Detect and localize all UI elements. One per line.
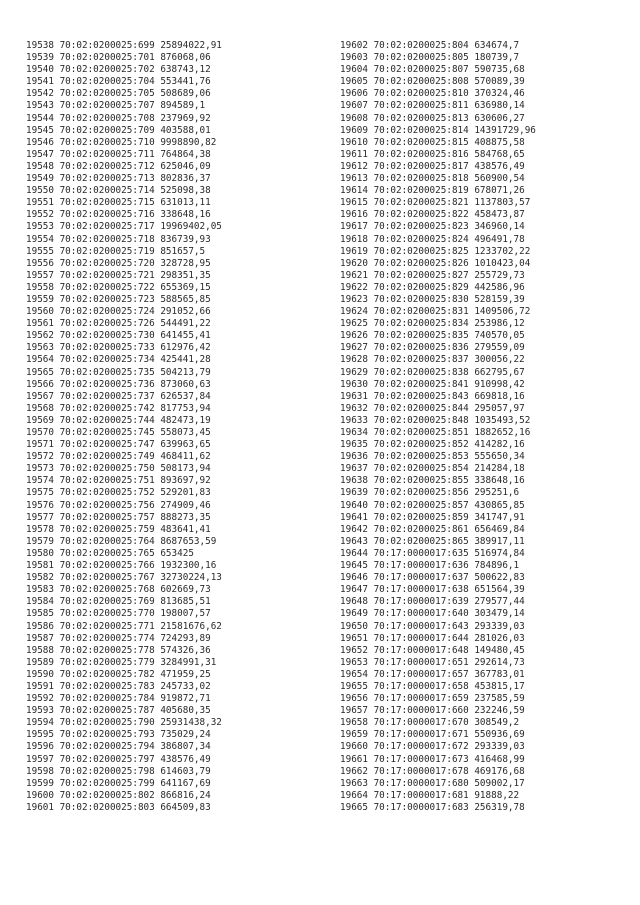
record-row: 19551 70:02:0200025:715 631013,11 <box>26 197 211 209</box>
record-row: 19645 70:17:0000017:636 784896,1 <box>340 560 520 572</box>
record-row: 19539 70:02:0200025:701 876068,06 <box>26 52 211 64</box>
record-row: 19650 70:17:0000017:643 293339,03 <box>340 620 525 632</box>
record-row: 19648 70:17:0000017:639 279577,44 <box>340 596 525 608</box>
record-row: 19636 70:02:0200025:853 555650,34 <box>340 451 525 463</box>
record-row: 19639 70:02:0200025:856 295251,6 <box>340 487 520 499</box>
record-row: 19598 70:02:0200025:798 614603,79 <box>26 765 211 777</box>
record-row: 19573 70:02:0200025:750 508173,94 <box>26 463 211 475</box>
record-row: 19613 70:02:0200025:818 560900,54 <box>340 173 525 185</box>
record-row: 19572 70:02:0200025:749 468411,62 <box>26 451 211 463</box>
record-row: 19622 70:02:0200025:829 442586,96 <box>340 281 525 293</box>
record-row: 19640 70:02:0200025:857 430865,85 <box>340 499 525 511</box>
record-row: 19569 70:02:0200025:744 482473,19 <box>26 414 211 426</box>
record-row: 19583 70:02:0200025:768 602669,73 <box>26 584 211 596</box>
record-row: 19630 70:02:0200025:841 910998,42 <box>340 378 525 390</box>
record-row: 19595 70:02:0200025:793 735029,24 <box>26 729 211 741</box>
record-row: 19542 70:02:0200025:705 508689,06 <box>26 88 211 100</box>
record-row: 19658 70:17:0000017:670 308549,2 <box>340 717 520 729</box>
record-row: 19604 70:02:0200025:807 590735,68 <box>340 64 525 76</box>
record-row: 19663 70:17:0000017:680 509002,17 <box>340 777 525 789</box>
record-row: 19567 70:02:0200025:737 626537,84 <box>26 390 211 402</box>
record-row: 19605 70:02:0200025:808 570089,39 <box>340 76 525 88</box>
record-row: 19620 70:02:0200025:826 1010423,04 <box>340 257 531 269</box>
record-row: 19556 70:02:0200025:720 328728,95 <box>26 257 211 269</box>
record-row: 19552 70:02:0200025:716 338648,16 <box>26 209 211 221</box>
record-row: 19662 70:17:0000017:678 469176,68 <box>340 765 525 777</box>
record-row: 19614 70:02:0200025:819 678071,26 <box>340 185 525 197</box>
record-row: 19549 70:02:0200025:713 802836,37 <box>26 173 211 185</box>
record-row: 19576 70:02:0200025:756 274909,46 <box>26 499 211 511</box>
record-row: 19563 70:02:0200025:733 612976,42 <box>26 342 211 354</box>
record-row: 19538 70:02:0200025:699 25894022,91 <box>26 40 222 51</box>
record-row: 19647 70:17:0000017:638 651564,39 <box>340 584 525 596</box>
record-row: 19553 70:02:0200025:717 19969402,05 <box>26 221 222 233</box>
record-row: 19566 70:02:0200025:736 873060,63 <box>26 378 211 390</box>
record-row: 19616 70:02:0200025:822 458473,87 <box>340 209 525 221</box>
record-row: 19568 70:02:0200025:742 817753,94 <box>26 402 211 414</box>
record-row: 19543 70:02:0200025:707 894589,1 <box>26 100 206 112</box>
record-row: 19623 70:02:0200025:830 528159,39 <box>340 293 525 305</box>
record-row: 19579 70:02:0200025:764 8687653,59 <box>26 535 217 547</box>
record-row: 19621 70:02:0200025:827 255729,73 <box>340 269 525 281</box>
record-row: 19587 70:02:0200025:774 724293,89 <box>26 632 211 644</box>
record-row: 19594 70:02:0200025:790 25931438,32 <box>26 717 222 729</box>
record-row: 19546 70:02:0200025:710 9998890,82 <box>26 136 217 148</box>
record-row: 19586 70:02:0200025:771 21581676,62 <box>26 620 222 632</box>
record-row: 19561 70:02:0200025:726 544491,22 <box>26 318 211 330</box>
record-row: 19649 70:17:0000017:640 303479,14 <box>340 608 525 620</box>
record-row: 19627 70:02:0200025:836 279559,09 <box>340 342 525 354</box>
record-row: 19638 70:02:0200025:855 338648,16 <box>340 475 525 487</box>
record-row: 19631 70:02:0200025:843 669818,16 <box>340 390 525 402</box>
record-row: 19660 70:17:0000017:672 293339,03 <box>340 741 525 753</box>
record-row: 19656 70:17:0000017:659 237585,59 <box>340 693 525 705</box>
record-row: 19629 70:02:0200025:838 662795,67 <box>340 366 525 378</box>
record-row: 19602 70:02:0200025:804 634674,7 <box>340 40 520 51</box>
record-row: 19547 70:02:0200025:711 764864,38 <box>26 148 211 160</box>
record-row: 19628 70:02:0200025:837 300056,22 <box>340 354 525 366</box>
record-row: 19588 70:02:0200025:778 574326,36 <box>26 644 211 656</box>
record-row: 19544 70:02:0200025:708 237969,92 <box>26 112 211 124</box>
record-column-right <box>340 40 536 814</box>
record-row: 19581 70:02:0200025:766 1932300,16 <box>26 560 217 572</box>
record-row: 19652 70:17:0000017:648 149480,45 <box>340 644 525 656</box>
record-row: 19600 70:02:0200025:802 866816,24 <box>26 789 211 801</box>
record-row: 19560 70:02:0200025:724 291052,66 <box>26 306 211 318</box>
record-row: 19659 70:17:0000017:671 550936,69 <box>340 729 525 741</box>
record-row: 19593 70:02:0200025:787 405680,35 <box>26 705 211 717</box>
record-row: 19585 70:02:0200025:770 198007,57 <box>26 608 211 620</box>
record-row: 19609 70:02:0200025:814 14391729,96 <box>340 124 536 136</box>
record-row: 19617 70:02:0200025:823 346960,14 <box>340 221 525 233</box>
record-row: 19550 70:02:0200025:714 525098,38 <box>26 185 211 197</box>
record-row: 19610 70:02:0200025:815 408875,58 <box>340 136 525 148</box>
record-row: 19651 70:17:0000017:644 281026,03 <box>340 632 525 644</box>
record-row: 19548 70:02:0200025:712 625046,09 <box>26 160 211 172</box>
record-row: 19565 70:02:0200025:735 504213,79 <box>26 366 211 378</box>
record-row: 19599 70:02:0200025:799 641167,69 <box>26 777 211 789</box>
record-row: 19641 70:02:0200025:859 341747,91 <box>340 511 525 523</box>
record-row: 19608 70:02:0200025:813 630606,27 <box>340 112 525 124</box>
record-row: 19582 70:02:0200025:767 32730224,13 <box>26 572 222 584</box>
record-row: 19615 70:02:0200025:821 1137803,57 <box>340 197 531 209</box>
record-row: 19633 70:02:0200025:848 1035493,52 <box>340 414 531 426</box>
record-row: 19618 70:02:0200025:824 496491,78 <box>340 233 525 245</box>
record-row: 19559 70:02:0200025:723 588565,85 <box>26 293 211 305</box>
record-row: 19655 70:17:0000017:658 453815,17 <box>340 680 525 692</box>
record-row: 19596 70:02:0200025:794 386807,34 <box>26 741 211 753</box>
record-row: 19632 70:02:0200025:844 295057,97 <box>340 402 525 414</box>
record-row: 19580 70:02:0200025:765 653425 <box>26 547 194 559</box>
record-row: 19545 70:02:0200025:709 403588,01 <box>26 124 211 136</box>
record-row: 19584 70:02:0200025:769 813685,51 <box>26 596 211 608</box>
record-row: 19541 70:02:0200025:704 553441,76 <box>26 76 211 88</box>
record-row: 19665 70:17:0000017:683 256319,78 <box>340 801 525 813</box>
record-row: 19626 70:02:0200025:835 740570,05 <box>340 330 525 342</box>
record-row: 19590 70:02:0200025:782 471959,25 <box>26 668 211 680</box>
record-row: 19558 70:02:0200025:722 655369,15 <box>26 281 211 293</box>
record-row: 19657 70:17:0000017:660 232246,59 <box>340 705 525 717</box>
record-row: 19557 70:02:0200025:721 298351,35 <box>26 269 211 281</box>
record-row: 19607 70:02:0200025:811 636980,14 <box>340 100 525 112</box>
record-row: 19634 70:02:0200025:851 1882652,16 <box>340 427 531 438</box>
record-row: 19577 70:02:0200025:757 888273,35 <box>26 511 211 523</box>
record-row: 19571 70:02:0200025:747 639963,65 <box>26 439 211 451</box>
record-row: 19570 70:02:0200025:745 558073,45 <box>26 427 211 438</box>
record-row: 19603 70:02:0200025:805 180739,7 <box>340 52 520 64</box>
record-row: 19589 70:02:0200025:779 3284991,31 <box>26 656 217 668</box>
record-row: 19637 70:02:0200025:854 214284,18 <box>340 463 525 475</box>
record-row: 19619 70:02:0200025:825 1233702,22 <box>340 245 531 257</box>
record-row: 19606 70:02:0200025:810 370324,46 <box>340 88 525 100</box>
record-row: 19654 70:17:0000017:657 367783,01 <box>340 668 525 680</box>
record-row: 19644 70:17:0000017:635 516974,84 <box>340 547 525 559</box>
record-row: 19564 70:02:0200025:734 425441,28 <box>26 354 211 366</box>
record-row: 19625 70:02:0200025:834 253986,12 <box>340 318 525 330</box>
record-row: 19601 70:02:0200025:803 664509,83 <box>26 801 211 813</box>
record-row: 19612 70:02:0200025:817 438576,49 <box>340 160 525 172</box>
record-row: 19646 70:17:0000017:637 500622,83 <box>340 572 525 584</box>
record-row: 19664 70:17:0000017:681 91888,22 <box>340 789 520 801</box>
record-row: 19642 70:02:0200025:861 656469,84 <box>340 523 525 535</box>
record-row: 19562 70:02:0200025:730 641455,41 <box>26 330 211 342</box>
record-row: 19624 70:02:0200025:831 1409506,72 <box>340 306 531 318</box>
record-row: 19611 70:02:0200025:816 584768,65 <box>340 148 525 160</box>
record-row: 19574 70:02:0200025:751 893697,92 <box>26 475 211 487</box>
record-row: 19592 70:02:0200025:784 919872,71 <box>26 693 211 705</box>
record-row: 19578 70:02:0200025:759 483641,41 <box>26 523 211 535</box>
record-row: 19643 70:02:0200025:865 389917,11 <box>340 535 525 547</box>
record-row: 19661 70:17:0000017:673 416468,99 <box>340 753 525 765</box>
record-row: 19540 70:02:0200025:702 638743,12 <box>26 64 211 76</box>
record-column-left <box>26 40 222 814</box>
record-row: 19597 70:02:0200025:797 438576,49 <box>26 753 211 765</box>
record-row: 19554 70:02:0200025:718 836739,93 <box>26 233 211 245</box>
record-row: 19555 70:02:0200025:719 851657,5 <box>26 245 206 257</box>
record-row: 19591 70:02:0200025:783 245733,02 <box>26 680 211 692</box>
record-row: 19635 70:02:0200025:852 414282,16 <box>340 439 525 451</box>
record-row: 19575 70:02:0200025:752 529201,83 <box>26 487 211 499</box>
record-row: 19653 70:17:0000017:651 292614,73 <box>340 656 525 668</box>
